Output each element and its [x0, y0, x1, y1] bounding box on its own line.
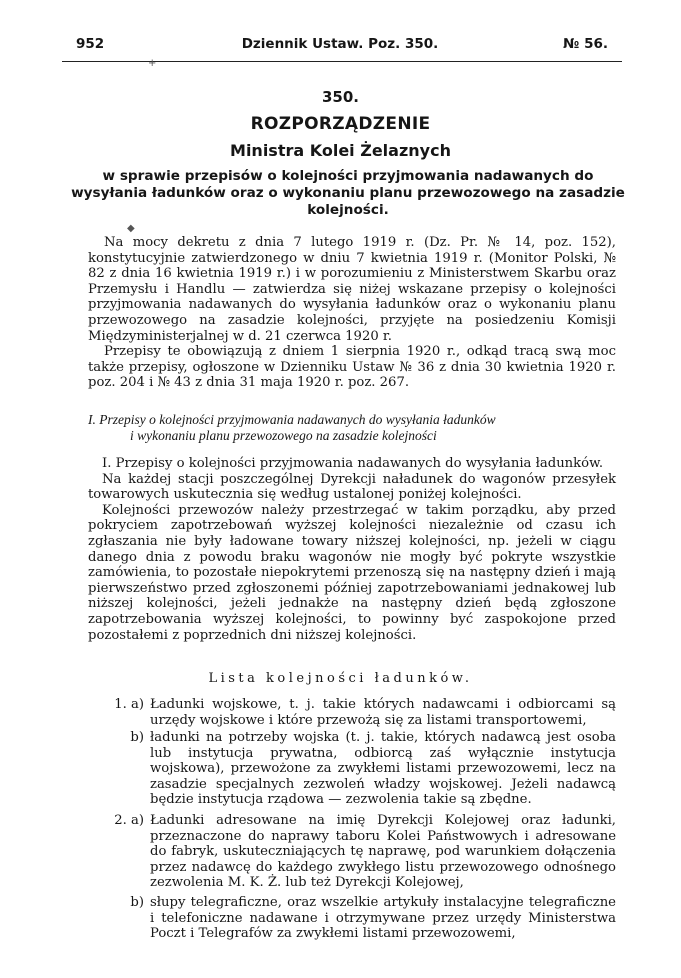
decree-title: ROZPORZĄDZENIE	[250, 114, 431, 134]
decree-number: 350.	[321, 88, 359, 106]
intro-block	[88, 235, 616, 391]
list-item	[88, 813, 616, 891]
list-item-text: ładunki na potrzeby wojska (t. j. takie, których nadawcą jest osoba lub instytucja prywatna, odbiorcą zaś wyłącznie instytucja wojskowa), przewożone za zwykłemi listami przewozowemi, lecz na zasadzie specjalnych zezwoleń władzy wojskowej. Jeżeli nadawcą będzie instytucja rządowa — zezwolenia takie są zbędne.	[150, 730, 616, 808]
list-item	[88, 895, 616, 942]
section-heading	[88, 412, 598, 443]
list-title: Lista kolejności ładunków.	[208, 671, 473, 686]
decree-issuer: Ministra Kolei Żelaznych	[230, 141, 451, 160]
body-block	[88, 456, 616, 643]
body-paragraph: Kolejności przewozów należy przestrzegać w takim porządku, aby przed pokryciem zapotrzebowań wyższej kolejności niezależnie od czasu ich zgłaszania nie były ładowane towary niższej kolejności, np. jeżeli w ciągu danego dnia z powodu braku wagonów nie mogły być pokryte wszystkie zamówienia, to pozostałe niepokrytemi przenoszą się na następny dzień i mają pierwszeństwo przed zgłoszonemi później zapotrzebowaniami jednakowej lub niższej kolejności, jeżeli jednakże na następny dzień będą zgłoszone zapotrzebowania wyższej kolejności, to powinny być zaspokojone przed pozostałemi z poprzednich dni niższej kolejności.	[88, 502, 616, 643]
running-header	[60, 36, 620, 54]
list-item	[88, 730, 616, 808]
intro-paragraph: Na mocy dekretu z dnia 7 lutego 1919 r. (Dz. Pr. № 14, poz. 152), konstytucyjnie zatwierdzonego w dniu 7 kwietnia 1919 r. (Monitor Polski, № 82 z dnia 16 kwietnia 1919 r.) i w porozumieniu z Ministerstwem Skarbu oraz Przemysłu i Handlu — zatwierdza się niżej wskazane przepisy o kolejności przyjmowania nadawanych do wysyłania ładunków oraz o wykonaniu planu przewozowego na zasadzie kolejności, przyjęte na posiedzeniu Komisji Międzyministerjalnej w d. 21 czerwca 1920 r.	[88, 235, 616, 344]
body-paragraph: Na każdej stacji poszczególnej Dyrekcji naładunek do wagonów przesyłek towarowych uskutecznia się według ustalonej poniżej kolejności.	[88, 471, 616, 503]
decree-subject: w sprawie przepisów o kolejności przyjmowania nadawanych do wysyłania ładunków oraz o wykonaniu planu przewozowego na zasadzie kolejności.	[71, 168, 625, 218]
body-paragraph: I. Przepisy o kolejności przyjmowania nadawanych do wysyłania ładunków.	[102, 456, 604, 471]
list-marker: b)	[130, 895, 144, 910]
header-rule	[62, 61, 622, 62]
list-marker: 2. a)	[114, 813, 144, 828]
list-item-text: Ładunki wojskowe, t. j. takie których nadawcami i odbiorcami są urzędy wojskowe i które przewożą się za listami transportowemi,	[150, 697, 616, 728]
page-number: 952	[76, 36, 105, 52]
list-marker: 1. a)	[114, 697, 144, 712]
list-item	[88, 697, 616, 728]
issue-number: № 56.	[563, 36, 608, 52]
intro-paragraph: Przepisy te obowiązują z dniem 1 sierpnia 1920 r., odkąd tracą swą moc także przepisy, ogłoszone w Dzienniku Ustaw № 36 z dnia 30 kwietnia 1920 r. poz. 204 i № 43 z dnia 31 maja 1920 r. poz. 267.	[88, 344, 616, 391]
list-item-text: Ładunki adresowane na imię Dyrekcji Kolejowej oraz ładunki, przeznaczone do naprawy taboru Kolei Państwowych i adresowane do fabryk, uskuteczniających tę naprawę, pod warunkiem dołączenia przez nadawcę do każdego zwykłego listu przewozowego odnośnego zezwolenia M. K. Ż. lub też Dyrekcji Kolejowej,	[150, 813, 616, 891]
print-speck: ◆	[127, 223, 135, 234]
list-item-text: słupy telegraficzne, oraz wszelkie artykuły instalacyjne telegraficzne i telefoniczne nadawane i otrzymywane przez urzędy Ministerstwa Poczt i Telegrafów za zwykłemi listami przewozowemi,	[150, 895, 616, 942]
journal-title: Dziennik Ustaw. Poz. 350.	[241, 36, 439, 52]
section-heading-line: i wykonaniu planu przewozowego na zasadzie kolejności	[130, 427, 437, 443]
print-speck: +	[148, 58, 157, 69]
list-marker: b)	[130, 730, 144, 745]
section-heading-line: I. Przepisy o kolejności przyjmowania nadawanych do wysyłania ładunków	[88, 412, 496, 427]
